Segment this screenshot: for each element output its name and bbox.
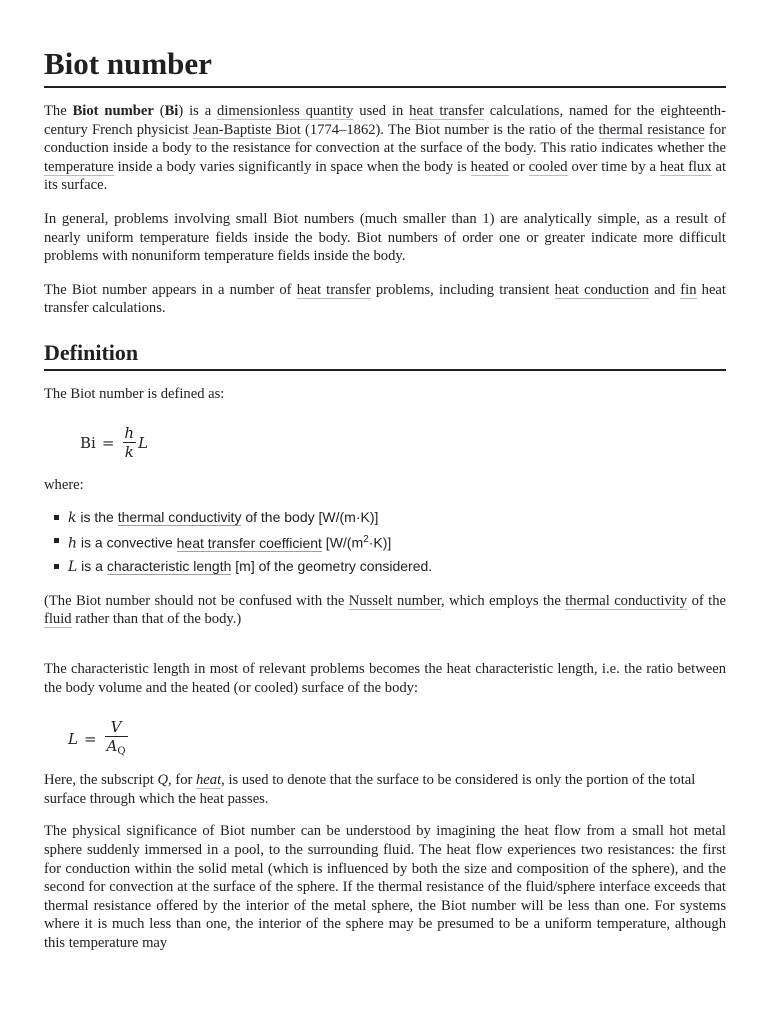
definition-intro: The Biot number is defined as: [44, 385, 225, 402]
bold-term: Biot number [72, 103, 154, 119]
formula-equals: = [83, 730, 97, 749]
where-label: where: [44, 476, 84, 493]
intro-paragraph-1 [44, 102, 726, 195]
text: ·K)] [368, 534, 392, 551]
link-heated[interactable]: heated [470, 158, 509, 175]
page-title: Biot number [44, 44, 726, 88]
text: of the [687, 592, 726, 609]
text: is a [77, 557, 107, 574]
variable: L [68, 558, 78, 575]
text: calculations, named for the eighteenth-century French physicist [44, 103, 726, 138]
text: at its surface. [44, 158, 727, 194]
text: problems, including transient [370, 281, 555, 298]
intro-paragraph-2: In general, problems involving small Biot numbers (much smaller than 1) are analytically simple, as a result of nearly uniform temperature fields inside the body. Biot numbers of order one or greater indicate more difficult problems with nonuniform temperature fields inside the body. [44, 210, 726, 265]
article [44, 0, 726, 953]
text: is a convective [77, 534, 177, 551]
characteristic-length-paragraph: The characteristic length in most of relevant problems becomes the heat characteristic length, i.e. the ratio between the body volume and the heated (or cooled) surface of the body: [44, 660, 726, 696]
text: , for [168, 772, 196, 789]
link-heat-transfer[interactable]: heat transfer [296, 281, 371, 298]
formula-den-symbol: A [106, 736, 118, 755]
section-heading-definition: Definition [44, 339, 726, 371]
variable-list [44, 506, 726, 578]
superscript: 2 [363, 534, 369, 546]
formula-numerator: h [124, 424, 135, 443]
list-item [68, 529, 726, 555]
length-formula [68, 715, 726, 763]
text: (1774–1862). The Biot number is the ratio of the [300, 121, 599, 138]
link-heat-transfer[interactable]: heat transfer [409, 103, 484, 119]
link-fluid[interactable]: fluid [44, 611, 72, 628]
formula-den-subscript: Q [117, 745, 126, 757]
text: The [44, 103, 73, 119]
link-characteristic-length[interactable]: characteristic length [106, 557, 232, 574]
link-thermal-conductivity[interactable]: thermal conductivity [117, 509, 242, 526]
subscript-paragraph [44, 771, 726, 808]
physical-significance-paragraph: The physical significance of Biot number can be understood by imagining the heat flow from a small hot metal sphere suddenly immersed in a pool, to the surrounding fluid. The heat flow experiences two resistances: the first for conduction within the solid metal (which is influenced by both the size and composition of the sphere), and the second for convection at the surface of the sphere. If the thermal resistance of the fluid/sphere interface exceeds that thermal resistance offered by the interior of the metal sphere, the Biot number will be less than one. For systems where it is much less than one, the interior of the sphere may be presumed to be a uniform temperature, although this temperature may [44, 823, 726, 951]
text: and [648, 281, 681, 298]
formula-denominator: k [124, 443, 134, 462]
text: for conduction inside a body to the resistance for convection at the surface of the body. This ratio indicates whether the [44, 121, 726, 157]
link-heat-transfer-coefficient[interactable]: heat transfer coefficient [176, 534, 322, 551]
formula-equals: = [101, 433, 115, 452]
text: , is used to denote that the surface to be considered is only the portion of the total surface through which the heat passes. [44, 772, 696, 807]
link-heat[interactable]: heat [196, 772, 222, 789]
formula-fraction [122, 424, 136, 461]
variable: h [68, 535, 78, 552]
link-dimensionless-quantity[interactable]: dimensionless quantity [217, 103, 354, 119]
formula-lhs: L [68, 730, 78, 749]
text: The Biot number appears in a number of [44, 281, 297, 298]
formula-denominator [105, 736, 128, 761]
link-temperature[interactable]: temperature [44, 158, 114, 175]
formula-lhs: Bi [80, 433, 96, 452]
text: or [508, 158, 529, 175]
list-item [68, 555, 726, 578]
text: used in [353, 103, 410, 119]
text: [m] of the geometry considered. [231, 557, 433, 574]
text: [W/(m [321, 534, 364, 551]
intro-paragraph-3 [44, 281, 726, 318]
text: inside a body varies significantly in space when the body is [113, 158, 471, 175]
link-thermal-resistance[interactable]: thermal resistance [598, 121, 705, 138]
italic-symbol: Q [157, 772, 169, 789]
text: , which employs the [440, 592, 566, 609]
text: is the [76, 509, 118, 526]
nusselt-note [44, 592, 726, 629]
formula-fraction [105, 718, 128, 761]
link-jean-baptiste-biot[interactable]: Jean-Baptiste Biot [192, 121, 301, 138]
text: ) is a [178, 103, 218, 119]
link-fin[interactable]: fin [680, 281, 697, 298]
text: heat transfer calculations. [44, 281, 726, 317]
text: rather than that of the body.) [71, 611, 242, 628]
link-thermal-conductivity[interactable]: thermal conductivity [565, 592, 688, 609]
link-nusselt-number[interactable]: Nusselt number [348, 592, 441, 609]
biot-formula [80, 418, 726, 468]
variable: k [68, 510, 77, 527]
text: over time by a [567, 158, 660, 175]
link-heat-conduction[interactable]: heat conduction [554, 281, 649, 298]
text: (The Biot number should not be confused with the [44, 592, 349, 609]
link-cooled[interactable]: cooled [528, 158, 568, 175]
text: ( [153, 103, 165, 119]
formula-tail: L [138, 433, 149, 452]
formula-numerator: V [110, 717, 122, 736]
bold-term: Bi [164, 103, 179, 119]
text: Here, the subscript [44, 772, 158, 789]
list-item [68, 506, 726, 529]
text: of the body [W/(m·K)] [241, 509, 379, 526]
link-heat-flux[interactable]: heat flux [659, 158, 712, 175]
